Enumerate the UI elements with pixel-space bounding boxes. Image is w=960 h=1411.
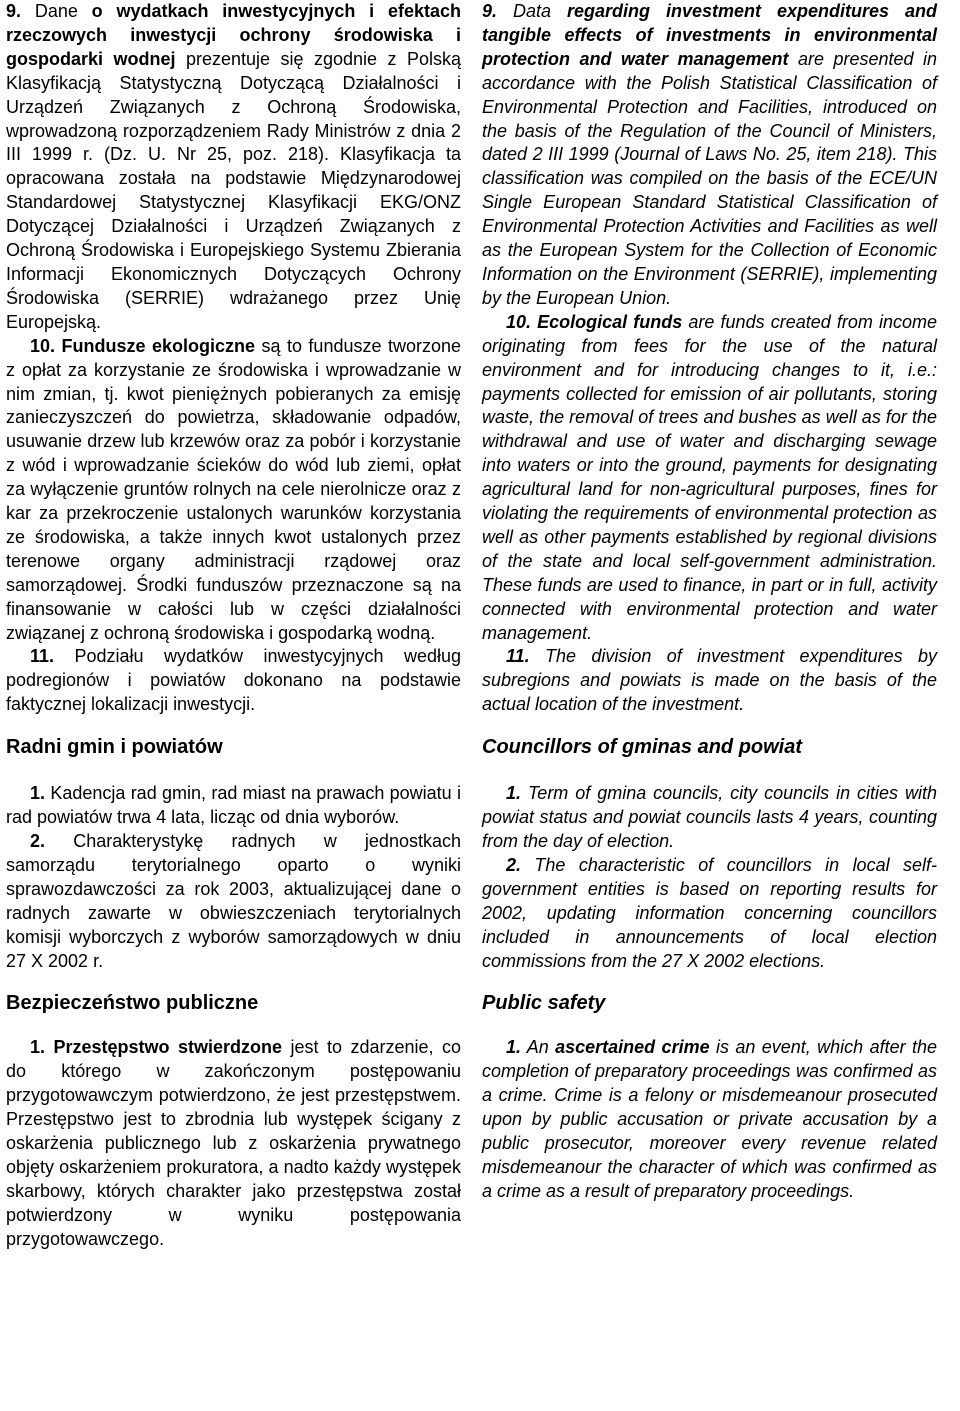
- item-number: 1.: [30, 783, 46, 804]
- text: Kadencja rad gmin, rad miast na prawach powiatu i rad powiatów trwa 4 lata, licząc od dnia wyborów.: [6, 783, 461, 828]
- text: Charakterystykę radnych w jednostkach samorządu terytorialnego oparto o wyniki sprawozdawczości za rok 2003, aktualizującej dane o radnych zawarte w obwieszczeniach terytorialnych komisji wyborczych z wyborów samorządowych w dniu 27 X 2002 r.: [6, 831, 461, 971]
- bold-term: o wydatkach inwestycyjnych i efektach rzeczowych inwestycji ochrony środowiska i gospodarki wodnej: [6, 1, 461, 69]
- item-number: 11.: [30, 646, 55, 667]
- bold-term: Ecological funds: [531, 311, 683, 332]
- polish-column: [6, 0, 461, 1252]
- bold-term: Fundusze ekologiczne: [55, 335, 255, 356]
- text: Podziału wydatków inwestycyjnych według podregionów i powiatów dokonano na podstawie faktycznej lokalizacji inwestycji.: [6, 646, 461, 715]
- item-number: 9.: [6, 1, 22, 21]
- item-number: 2.: [30, 831, 46, 851]
- item-number: 1.: [30, 1037, 46, 1058]
- text: prezentuje się zgodnie z Polską Klasyfikacją Statystyczną Dotyczącą Działalności i Urządzeń Związanych z Ochroną Środowiska, wprowadzoną rozporządzeniem Rady Ministrów z dnia 2 III 1999 r. (Dz. U. Nr 25, poz. 218). Klasyfikacja ta opracowana została na podstawie Międzynarodowej Standardowej Statystycznej Klasyfikacji EKG/ONZ Dotyczącej Działalności i Urządzeń Związanych z Ochroną Środowiska i Europejskiego Systemu Zbierania Informacji Ekonomicznych Dotyczących Ochrony Środowiska (SERRIE) wdrażanego przez Unię Europejską.: [6, 48, 461, 332]
- bold-term: ascertained crime: [555, 1037, 710, 1058]
- item-number: 2.: [506, 854, 522, 875]
- paragraph-s1-en: [482, 1036, 937, 1203]
- text: jest to zdarzenie, co do którego w zakończonym postępowaniu przygotowawczym potwierdzono, że jest przestępstwem. Przestępstwo jest to zbrodnia lub występek ścigany z oskarżenia publicznego lub z oskarżenia prywatnego objęty oskarżeniem prokuratora, a nadto każdy występek skarbowy, których charakter jako przestępstwa został potwierdzony w wyniku postępowania przygotowawczego.: [6, 1037, 461, 1249]
- text: są to fundusze tworzone z opłat za korzystanie ze środowiska i wprowadzanie w nim zmian, tj. kwot pieniężnych pobieranych za emisję zanieczyszczeń do powietrza, składowanie odpadów, usuwanie drzew lub krzewów oraz za pobór i korzystanie z wód i wprowadzanie ścieków do wód lub ziemi, opłat za wyłączenie gruntów rolnych na cele nierolnicze oraz z kar za przekroczenie ustalonych warunków korzystania ze środowiska, a także innych kwot ustalonych przez terenowe organy administracji rządowej oraz samorządowej. Środki funduszów przeznaczone są na finansowanie w całości lub w części działalności związanej z ochroną środowiska i gospodarką wodną.: [6, 335, 461, 643]
- english-column: [482, 0, 937, 1204]
- item-number: 10.: [506, 311, 532, 332]
- text: The characteristic of councillors in local self-government entities is based on reporting results for 2002, updating information concerning councillors included in announcements of local election commissions from the 27 X 2002 elections.: [482, 854, 937, 971]
- item-number: 9.: [482, 1, 498, 21]
- paragraph-9-pl: [6, 0, 461, 335]
- paragraph-c2-pl: [6, 830, 461, 973]
- text: Term of gmina councils, city councils in cities with powiat status and powiat councils lasts 4 years, counting from the day of election.: [482, 783, 937, 851]
- section-heading-councillors: Councillors of gminas and powiat: [482, 736, 803, 759]
- section-heading-safety: Public safety: [482, 992, 606, 1015]
- text: are funds created from income originating from fees for the use of the natural environment and for introducing changes to it, i.e.: payments collected for emission of air pollutants, storing waste, the removal of trees and bushes as well as for the withdrawal and use of water and discharging sewage into waters or into the ground, payments for designating agricultural land for non-agricultural purposes, fines for violating the requirements of environmental protection as well as other payments established by regional divisions of the state and local self-government administration. These funds are used to finance, in part or in full, activity connected with environmental protection and water management.: [482, 311, 937, 643]
- text: An: [521, 1037, 556, 1058]
- paragraph-11-pl: [6, 645, 461, 717]
- item-number: 1.: [506, 1037, 522, 1058]
- paragraph-c2-en: [482, 854, 937, 974]
- item-number: 10.: [30, 335, 56, 356]
- text: Dane: [21, 1, 92, 21]
- paragraph-s1-pl: [6, 1036, 461, 1251]
- section-heading-safety: Bezpieczeństwo publiczne: [6, 992, 259, 1015]
- text: The division of investment expenditures by subregions and powiats is made on the basis of the actual location of the investment.: [482, 646, 937, 715]
- paragraph-c1-en: [482, 782, 937, 854]
- bold-term: Przestępstwo stwierdzone: [45, 1037, 283, 1058]
- bold-term: regarding investment expenditures and tangible effects of investments in environmental protection and water management: [482, 1, 938, 69]
- paragraph-10-en: [482, 311, 937, 646]
- text: are presented in accordance with the Polish Statistical Classification of Environmental Protection and Facilities, introduced on the basis of the Regulation of the Council of Ministers, dated 2 III 1999 (Journal of Laws No. 25, item 218). This classification was compiled on the basis of the ECE/UN Single European Standard Statistical Classification of Environmental Protection Activities and Facilities as well as the European System for the Collection of Economic Information on the Environment (SERRIE), implementing by the European Union.: [482, 48, 937, 308]
- item-number: 1.: [506, 783, 522, 804]
- paragraph-10-pl: [6, 335, 461, 646]
- paragraph-9-en: [482, 0, 937, 311]
- paragraph-11-en: [482, 645, 937, 717]
- text: is an event, which after the completion of preparatory proceedings was confirmed as a crime. Crime is a felony or misdemeanour prosecuted upon by public accusation or private accusation by a public prosecutor, moreover every revenue related misdemeanour the character of which was confirmed as a crime as a result of preparatory proceedings.: [482, 1037, 937, 1201]
- paragraph-c1-pl: [6, 782, 461, 830]
- item-number: 11.: [506, 646, 530, 667]
- text: Data: [497, 1, 567, 21]
- section-heading-councillors: Radni gmin i powiatów: [6, 736, 223, 759]
